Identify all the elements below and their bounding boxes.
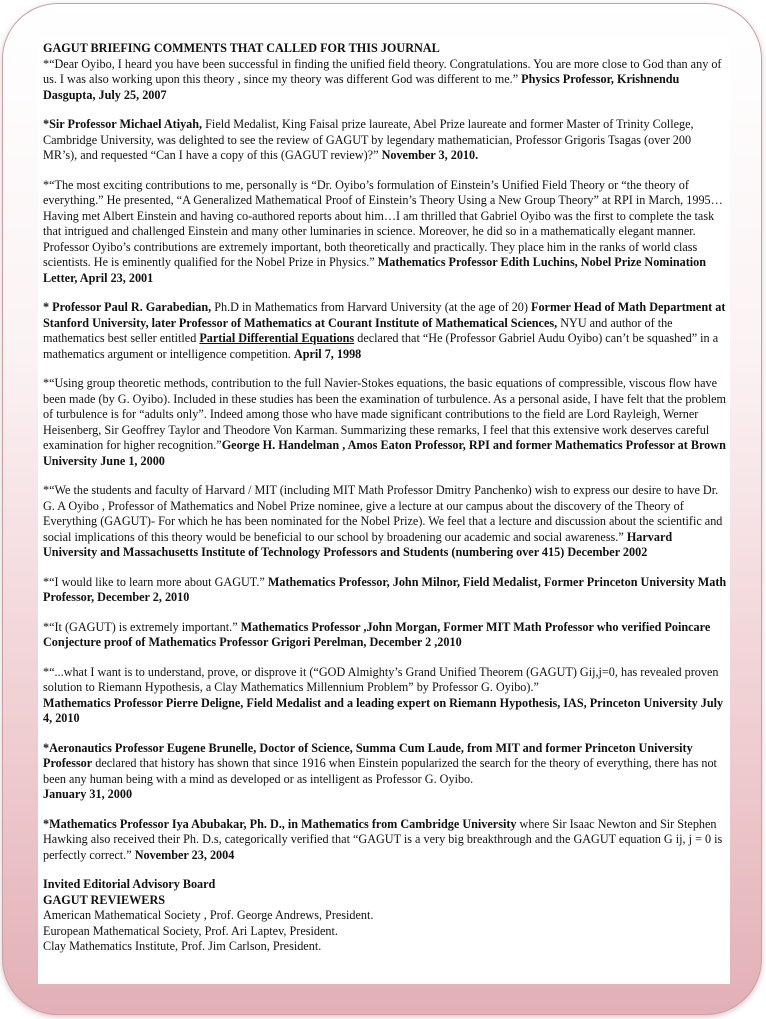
comment-attribution: Physics Professor, Krishnendu Dasgupta, July 25, 2007 bbox=[43, 72, 680, 102]
comment-garabedian bbox=[43, 300, 727, 362]
comment-dasgupta bbox=[43, 57, 727, 104]
reviewer-item: Clay Mathematics Institute, Prof. Jim Carlson, President. bbox=[43, 939, 322, 953]
comment-lead: * Professor Paul R. Garabedian, bbox=[43, 300, 212, 314]
comment-quote: *“It (GAGUT) is extremely important.” bbox=[43, 619, 241, 634]
comment-morgan bbox=[43, 620, 727, 651]
book-title: Partial Differential Equations bbox=[199, 331, 355, 345]
advisory-heading: Invited Editorial Advisory Board bbox=[43, 877, 216, 891]
comment-brunelle bbox=[43, 741, 727, 803]
comment-quote: declared that history has shown that since 1916 when Einstein popularized the search for the theory of everything, there has not been any human being with a mind as developed or as intelligent as Professor G. Oyibo. bbox=[43, 756, 717, 786]
comment-attribution: January 31, 2000 bbox=[43, 787, 133, 801]
comment-attribution: November 23, 2004 bbox=[134, 847, 235, 862]
rounded-frame bbox=[2, 3, 762, 1015]
document-body bbox=[38, 37, 730, 984]
comment-lead: *Sir Professor Michael Atiyah, bbox=[43, 117, 203, 131]
comment-attribution: George H. Handelman , Amos Eaton Professor, RPI and former Mathematics Professor at Brown University June 1, 2000 bbox=[43, 438, 726, 468]
comment-quote: *“Dear Oyibo, I heard you have been successful in finding the unified field theory. Congratulations. You are more close to God than any of us. I was also working upon this theory , since my theory was different God was different to me.” bbox=[43, 56, 722, 86]
comment-text: declared that “He (Professor Gabriel Audu Oyibo) can’t be squashed” in a mathematics argument or intelligence competition. bbox=[43, 331, 719, 361]
comment-attribution: Mathematics Professor Edith Luchins, Nobel Prize Nomination Letter, April 23, 2001 bbox=[43, 255, 707, 285]
comment-attribution: Mathematics Professor, John Milnor, Field Medalist, Former Princeton University Math Professor, December 2, 2010 bbox=[43, 574, 727, 604]
comment-milnor bbox=[43, 575, 727, 606]
reviewer-item: European Mathematical Society, Prof. Ari Laptev, President. bbox=[43, 923, 338, 938]
comment-atiyah bbox=[43, 117, 727, 164]
comment-quote: *“I would like to learn more about GAGUT.” bbox=[43, 574, 268, 589]
comment-quote: *“The most exciting contributions to me, personally is “Dr. Oyibo’s formulation of Einstein’s Unified Field Theory or “the theory of everything.” He presented, “A Generalized Mathematical Proof of Einstein’s Theory Using a New Group Theory” at RPI in March, 1995… Having met Albert Einstein and having co-authored reports about him…I am thrilled that Gabriel Oyibo was the first to complete the task that intrigued and challenged Einstein and many other luminaries in science. Moreover, he did so in a mathematically elegant manner. Professor Oyibo’s contributions are extremely important, both theoretically and practically. They place him in the ranks of world class scientists. He is eminently qualified for the Nobel Prize in Physics.” bbox=[43, 177, 723, 269]
advisory-board bbox=[43, 877, 727, 955]
comment-quote: where Sir Isaac Newton and Sir Stephen Hawking also received their Ph. D.s, categorically verified that “GAGUT is a very big breakthrough and the GAGUT equation G ij, j = 0 is perfectly correct.” bbox=[43, 816, 723, 862]
comment-bold-text: Former Head of Math Department at Stanford University, later Professor of Mathematics at Courant Institute of Mathematical Sciences, bbox=[43, 300, 726, 330]
comment-quote: *“We the students and faculty of Harvard / MIT (including MIT Math Professor Dmitry Panchenko) wish to express our desire to have Dr. G. A Oyibo , Professor of Mathematics and Nobel Prize nominee, give a lecture at our campus about the discovery of the Theory of Everything (GAGUT)- For which he has been nominated for the Nobel Prize). We feel that a lecture and discussion about the scientific and social implications of this theory would be beneficial to our school by broadening our academic and social awareness.” bbox=[43, 483, 723, 544]
comment-attribution: Mathematics Professor ,John Morgan, Former MIT Math Professor who verified Poincare Conjecture proof of Mathematics Professor Grigori Perelman, December 2 ,2010 bbox=[43, 619, 711, 649]
comment-lead: *Aeronautics Professor Eugene Brunelle, Doctor of Science, Summa Cum Laude, from MIT and former Princeton University Professor bbox=[43, 740, 693, 770]
comment-text: NYU and author of the mathematics best seller entitled bbox=[43, 315, 673, 345]
comment-abubakar bbox=[43, 817, 727, 864]
comment-luchins bbox=[43, 178, 727, 287]
comment-quote: Field Medalist, King Faisal prize laureate, Abel Prize laureate and former Master of Trinity College, Cambridge University, was delighted to see the review of GAGUT by legendary mathematician, Professor Grigoris Tsagas (over 200 MR’s), and requested “Can I have a copy of this (GAGUT review)?” bbox=[43, 117, 694, 162]
comment-text: Ph.D in Mathematics from Harvard University (at the age of 20) bbox=[211, 300, 531, 314]
comment-attribution: Mathematics Professor Pierre Deligne, Field Medalist and a leading expert on Riemann Hypothesis, IAS, Princeton University July 4, 2010 bbox=[43, 695, 724, 725]
comment-quote: *“Using group theoretic methods, contribution to the full Navier-Stokes equations, the basic equations of compressible, viscous flow have been made (by G. Oyibo). Included in these studies has been the examination of turbulence. As a personal aside, I have felt that the problem of turbulence is for “adults only”. Indeed among those who have made significant contributions to the field are Lord Rayleigh, Werner Heisenberg, Sir Geoffrey Taylor and Theodore Von Karman. Summarizing these remarks, I feel that this extensive work deserves careful examination for higher recognition.” bbox=[43, 376, 726, 452]
comment-attribution: Harvard University and Massachusetts Institute of Technology Professors and Students (numbering over 415) December 2002 bbox=[43, 529, 673, 559]
reviewer-item: American Mathematical Society , Prof. George Andrews, President. bbox=[43, 908, 374, 922]
comment-harvard-mit bbox=[43, 483, 727, 561]
comment-attribution: April 7, 1998 bbox=[293, 346, 362, 361]
page-title: GAGUT BRIEFING COMMENTS THAT CALLED FOR THIS JOURNAL bbox=[43, 41, 440, 55]
comment-lead: *Mathematics Professor Iya Abubakar, Ph. D., in Mathematics from Cambridge University bbox=[43, 816, 517, 831]
comment-deligne bbox=[43, 665, 727, 727]
comment-quote: *“...what I want is to understand, prove, or disprove it (“GOD Almighty’s Grand Unified Theorem (GAGUT) Gij,j=0, has revealed proven solution to Riemann Hypothesis, a Clay Mathematics Millennium Problem” by Professor G. Oyibo).” bbox=[43, 664, 719, 694]
reviewers-heading: GAGUT REVIEWERS bbox=[43, 892, 166, 907]
comment-attribution: November 3, 2010. bbox=[381, 148, 479, 162]
comment-handelman bbox=[43, 376, 727, 469]
